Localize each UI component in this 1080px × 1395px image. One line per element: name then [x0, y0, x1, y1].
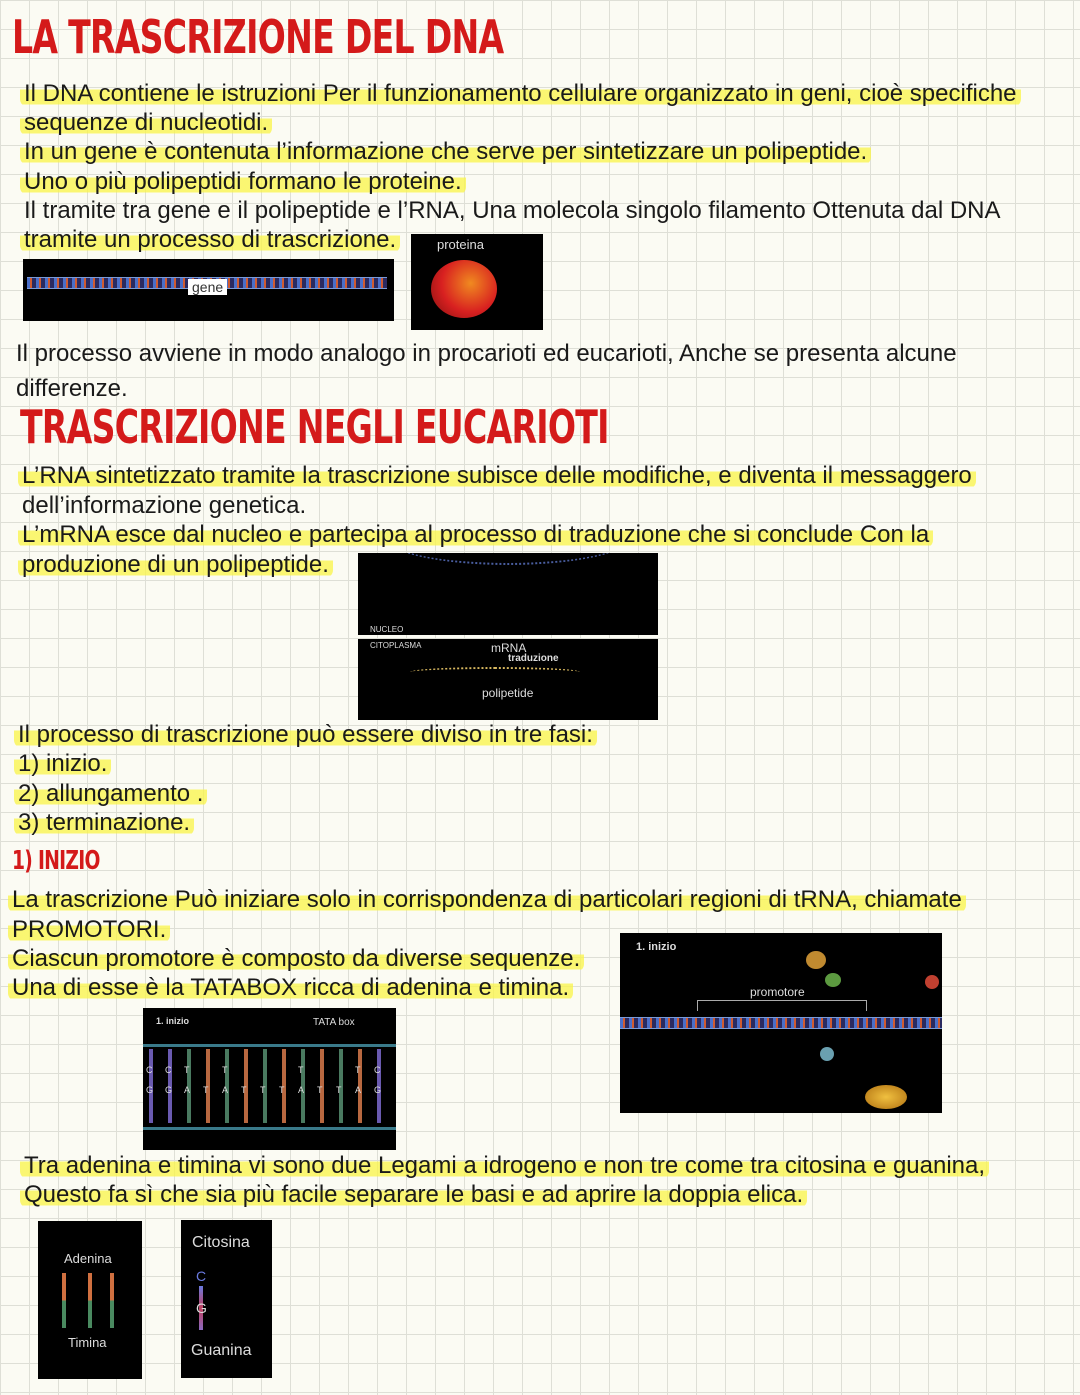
- traduzione-label: traduzione: [508, 653, 559, 664]
- text-line: L’mRNA esce dal nucleo e partecipa al processo di traduzione che si conclude Con la: [18, 521, 933, 548]
- base-letter: C: [374, 1065, 381, 1075]
- gene-label: gene: [188, 279, 227, 295]
- cytoplasm-image: [358, 639, 658, 720]
- base-letter: T: [317, 1085, 323, 1095]
- base-letter: A: [184, 1085, 191, 1095]
- base-letter: G: [165, 1085, 173, 1095]
- base-letter: C: [165, 1065, 172, 1075]
- text-line: Una di esse è la TATABOX ricca di adenina e timina.: [8, 974, 573, 1001]
- tata-label: TATA box: [313, 1017, 355, 1028]
- text-line: Il DNA contiene le istruzioni Per il funzionamento cellulare organizzato in geni, cioè specifiche: [20, 80, 1021, 107]
- base-letter: T: [298, 1065, 304, 1075]
- promoter-bracket: [697, 1000, 867, 1011]
- c-label: C: [196, 1268, 207, 1284]
- dna-gene-image: [23, 259, 394, 321]
- adenina-label: Adenina: [64, 1251, 112, 1266]
- text-line: PROMOTORI.: [8, 916, 170, 943]
- main-title: LA TRASCRIZIONE DEL DNA: [12, 10, 504, 64]
- mrna-label: mRNA: [491, 641, 527, 655]
- adenina-timina-image: [38, 1221, 142, 1379]
- nucleo-label: NUCLEO: [370, 625, 404, 634]
- text-line: Il tramite tra gene e il polipeptide e l’RNA, Una molecola singolo filamento Ottenuta dal DNA: [24, 197, 1001, 224]
- protein-image: [411, 234, 543, 330]
- base-letter: G: [146, 1085, 154, 1095]
- base-letter: T: [279, 1085, 285, 1095]
- citosina-guanina-image: [181, 1220, 272, 1378]
- text-line: Ciascun promotore è composto da diverse sequenze.: [8, 945, 584, 972]
- base-letter: C: [146, 1065, 153, 1075]
- base-letter: T: [184, 1065, 190, 1075]
- text-line: L’RNA sintetizzato tramite la trascrizione subisce delle modifiche, e diventa il messaggero: [18, 462, 976, 489]
- base-letter: A: [355, 1085, 362, 1095]
- base-letter: T: [260, 1085, 266, 1095]
- citosina-label: Citosina: [192, 1234, 250, 1251]
- text-line: 2) allungamento .: [14, 780, 207, 807]
- step-label: 1. inizio: [156, 1016, 190, 1026]
- polymerase-blob: [865, 1085, 907, 1109]
- guanina-label: Guanina: [191, 1342, 252, 1359]
- base-letter: T: [355, 1065, 361, 1075]
- step-label: 1. inizio: [636, 941, 677, 953]
- text-line: Il processo di trascrizione può essere diviso in tre fasi:: [14, 721, 597, 748]
- text-line: 1) inizio.: [14, 750, 111, 777]
- base-letter: T: [222, 1065, 228, 1075]
- section-title: TRASCRIZIONE NEGLI EUCARIOTI: [20, 400, 609, 454]
- text-line: 3) terminazione.: [14, 809, 194, 836]
- nucleus-image: [358, 553, 658, 635]
- base-letter: G: [374, 1085, 382, 1095]
- text-line: La trascrizione Può iniziare solo in corrispondenza di particolari regioni di tRNA, chiamate: [8, 886, 966, 913]
- g-label: G: [196, 1300, 207, 1316]
- text-line: Questo fa sì che sia più facile separare le basi e ad aprire la doppia elica.: [20, 1181, 807, 1208]
- text-line: tramite un processo di trascrizione.: [20, 226, 400, 253]
- text-line: sequenze di nucleotidi.: [20, 109, 272, 136]
- subsection-title: 1) INIZIO: [12, 846, 100, 876]
- text-line: Uno o più polipeptidi formano le proteine.: [20, 168, 466, 195]
- text-line: Il processo avviene in modo analogo in procarioti ed eucarioti, Anche se presenta alcune: [16, 340, 957, 367]
- protein-label: proteina: [437, 237, 484, 252]
- base-letter: A: [298, 1085, 305, 1095]
- tata-box-image: [143, 1008, 396, 1150]
- base-letter: A: [222, 1085, 229, 1095]
- base-letter: T: [203, 1085, 209, 1095]
- timina-label: Timina: [68, 1335, 107, 1350]
- promotore-label: promotore: [750, 985, 805, 999]
- text-line: In un gene è contenuta l’informazione che serve per sintetizzare un polipeptide.: [20, 138, 871, 165]
- promoter-image: [620, 933, 942, 1113]
- text-line: dell’informazione genetica.: [22, 492, 307, 519]
- text-line: Tra adenina e timina vi sono due Legami a idrogeno e non tre come tra citosina e guanina,: [20, 1152, 989, 1179]
- text-line: produzione di un polipeptide.: [18, 551, 333, 578]
- mrna-strand: [410, 667, 580, 677]
- protein-blob: [431, 260, 497, 318]
- citoplasma-label: CITOPLASMA: [370, 641, 422, 650]
- base-letter: T: [336, 1085, 342, 1095]
- base-letter: T: [241, 1085, 247, 1095]
- text-line: differenze.: [16, 375, 128, 402]
- polipetide-label: polipetide: [482, 686, 534, 700]
